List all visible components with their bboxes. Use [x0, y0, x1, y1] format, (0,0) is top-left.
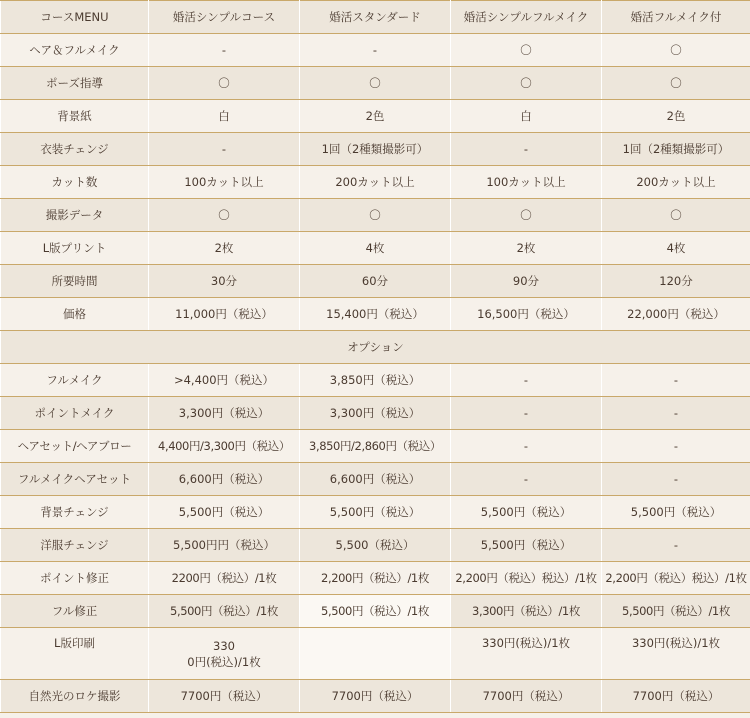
- table-row: [1, 529, 750, 562]
- table-row: [1, 133, 750, 166]
- table-cell: 3,300円（税込）: [300, 397, 451, 430]
- table-cell: 2,200円（税込）税込）/1枚: [451, 562, 602, 595]
- row-label: L版印刷: [1, 628, 149, 680]
- table-cell: 4枚: [300, 232, 451, 265]
- table-cell: -: [602, 430, 750, 463]
- table-cell: 7700円（税込）: [149, 680, 300, 713]
- row-label: ヘア＆フルメイク: [1, 34, 149, 67]
- table-cell: 330 0円(税込)/1枚: [149, 628, 300, 680]
- table-cell: 〇: [149, 67, 300, 100]
- table-cell: -: [451, 430, 602, 463]
- table-cell: 22,000円（税込）: [602, 298, 750, 331]
- table-row: [1, 298, 750, 331]
- table-cell: 16,500円（税込）: [451, 298, 602, 331]
- table-cell: 2200円（税込）/1枚: [149, 562, 300, 595]
- table-cell: 200カット以上: [300, 166, 451, 199]
- row-label: ポイント修正: [1, 562, 149, 595]
- table-cell: 330円(税込)/1枚: [602, 628, 750, 680]
- row-label: ポーズ指導: [1, 67, 149, 100]
- row-label: ポイントメイク: [1, 397, 149, 430]
- table-cell: -: [602, 529, 750, 562]
- table-cell: 90分: [451, 265, 602, 298]
- table-cell: 4,400円/3,300円（税込）: [149, 430, 300, 463]
- table-cell: 5,500円（税込）/1枚: [602, 595, 750, 628]
- table-cell: -: [149, 34, 300, 67]
- table-cell: 5,500円（税込）: [149, 496, 300, 529]
- table-row: [1, 463, 750, 496]
- table-row: [1, 562, 750, 595]
- table-cell: 7700円（税込）: [300, 680, 451, 713]
- table-cell: 330円(税込)/1枚: [451, 628, 602, 680]
- header-cell-simple-full-makeup: 婚活シンプルフルメイク: [451, 1, 602, 34]
- table-cell: -: [602, 463, 750, 496]
- table-cell: 5,500（税込）: [300, 529, 451, 562]
- table-cell: -: [149, 133, 300, 166]
- table-cell: 1回（2種類撮影可）: [300, 133, 451, 166]
- table-cell: 〇: [300, 199, 451, 232]
- table-cell: 200カット以上: [602, 166, 750, 199]
- row-label: 洋服チェンジ: [1, 529, 149, 562]
- table-cell: 5,500円（税込）: [451, 529, 602, 562]
- table-cell: 白: [451, 100, 602, 133]
- table-row: [1, 34, 750, 67]
- header-cell-standard: 婚活スタンダード: [300, 1, 451, 34]
- table-cell: -: [451, 397, 602, 430]
- table-cell: 〇: [451, 199, 602, 232]
- table-cell: -: [602, 397, 750, 430]
- table-row: [1, 430, 750, 463]
- row-label: 衣装チェンジ: [1, 133, 149, 166]
- header-cell-full-makeup: 婚活フルメイク付: [602, 1, 750, 34]
- table-cell: [300, 628, 451, 680]
- table-cell: 6,600円（税込）: [149, 463, 300, 496]
- table-cell: 〇: [602, 199, 750, 232]
- table-cell: 4枚: [602, 232, 750, 265]
- table-cell: 5,500円（税込）: [451, 496, 602, 529]
- table-cell: 100カット以上: [451, 166, 602, 199]
- option-section-row: [1, 331, 750, 364]
- table-row: [1, 628, 750, 680]
- table-cell: 30分: [149, 265, 300, 298]
- row-label: ヘアセット/ヘアブロー: [1, 430, 149, 463]
- table-cell: 2,200円（税込）税込）/1枚: [602, 562, 750, 595]
- table-cell: 白: [149, 100, 300, 133]
- row-label: フル修正: [1, 595, 149, 628]
- table-cell: 11,000円（税込）: [149, 298, 300, 331]
- table-cell: 3,300円（税込）: [149, 397, 300, 430]
- table-cell: 〇: [602, 67, 750, 100]
- table-cell: -: [451, 463, 602, 496]
- table-row: [1, 680, 750, 713]
- row-label: L版プリント: [1, 232, 149, 265]
- table-cell: 2枚: [149, 232, 300, 265]
- row-label: フルメイク: [1, 364, 149, 397]
- row-label: 背景チェンジ: [1, 496, 149, 529]
- table-cell: >4,400円（税込）: [149, 364, 300, 397]
- row-label: 撮影データ: [1, 199, 149, 232]
- table-cell: 5,500円（税込）/1枚: [149, 595, 300, 628]
- table-cell: -: [602, 364, 750, 397]
- table-cell: 2色: [300, 100, 451, 133]
- table-cell: 2枚: [451, 232, 602, 265]
- table-row: [1, 166, 750, 199]
- table-row: [1, 364, 750, 397]
- table-cell: 〇: [602, 34, 750, 67]
- row-label: フルメイクヘアセット: [1, 463, 149, 496]
- table-row: [1, 595, 750, 628]
- table-cell: 120分: [602, 265, 750, 298]
- table-row: [1, 265, 750, 298]
- table-cell: 2,200円（税込）/1枚: [300, 562, 451, 595]
- table-cell: 7700円（税込）: [451, 680, 602, 713]
- table-cell: -: [451, 364, 602, 397]
- table-row: [1, 199, 750, 232]
- table-cell: 6,600円（税込）: [300, 463, 451, 496]
- table-cell: 3,300円（税込）/1枚: [451, 595, 602, 628]
- table-cell: 1回（2種類撮影可）: [602, 133, 750, 166]
- table-row: [1, 232, 750, 265]
- table-cell: 5,500円（税込）: [602, 496, 750, 529]
- row-label: 自然光のロケ撮影: [1, 680, 149, 713]
- table-row: [1, 67, 750, 100]
- header-cell-simple-course: 婚活シンプルコース: [149, 1, 300, 34]
- table-row: [1, 496, 750, 529]
- option-section-title: オプション: [1, 331, 750, 364]
- table-cell: 〇: [451, 34, 602, 67]
- row-label: 価格: [1, 298, 149, 331]
- table-cell: 5,500円（税込）/1枚: [300, 595, 451, 628]
- table-cell: 5,500円円（税込）: [149, 529, 300, 562]
- table-cell: 2色: [602, 100, 750, 133]
- table-header-row: [1, 1, 750, 34]
- table-cell: 5,500円（税込）: [300, 496, 451, 529]
- table-cell: 60分: [300, 265, 451, 298]
- table-cell: 15,400円（税込）: [300, 298, 451, 331]
- row-label: 背景紙: [1, 100, 149, 133]
- table-cell: -: [451, 133, 602, 166]
- table-cell: 3,850円/2,860円（税込）: [300, 430, 451, 463]
- table-row: [1, 100, 750, 133]
- table-cell: 〇: [300, 67, 451, 100]
- table-cell: 7700円（税込）: [602, 680, 750, 713]
- header-cell-course-menu: コースMENU: [1, 1, 149, 34]
- table-cell: -: [300, 34, 451, 67]
- table-cell: 100カット以上: [149, 166, 300, 199]
- table-cell: 〇: [149, 199, 300, 232]
- row-label: カット数: [1, 166, 149, 199]
- table-cell: 3,850円（税込）: [300, 364, 451, 397]
- table-cell: 〇: [451, 67, 602, 100]
- table-row: [1, 397, 750, 430]
- row-label: 所要時間: [1, 265, 149, 298]
